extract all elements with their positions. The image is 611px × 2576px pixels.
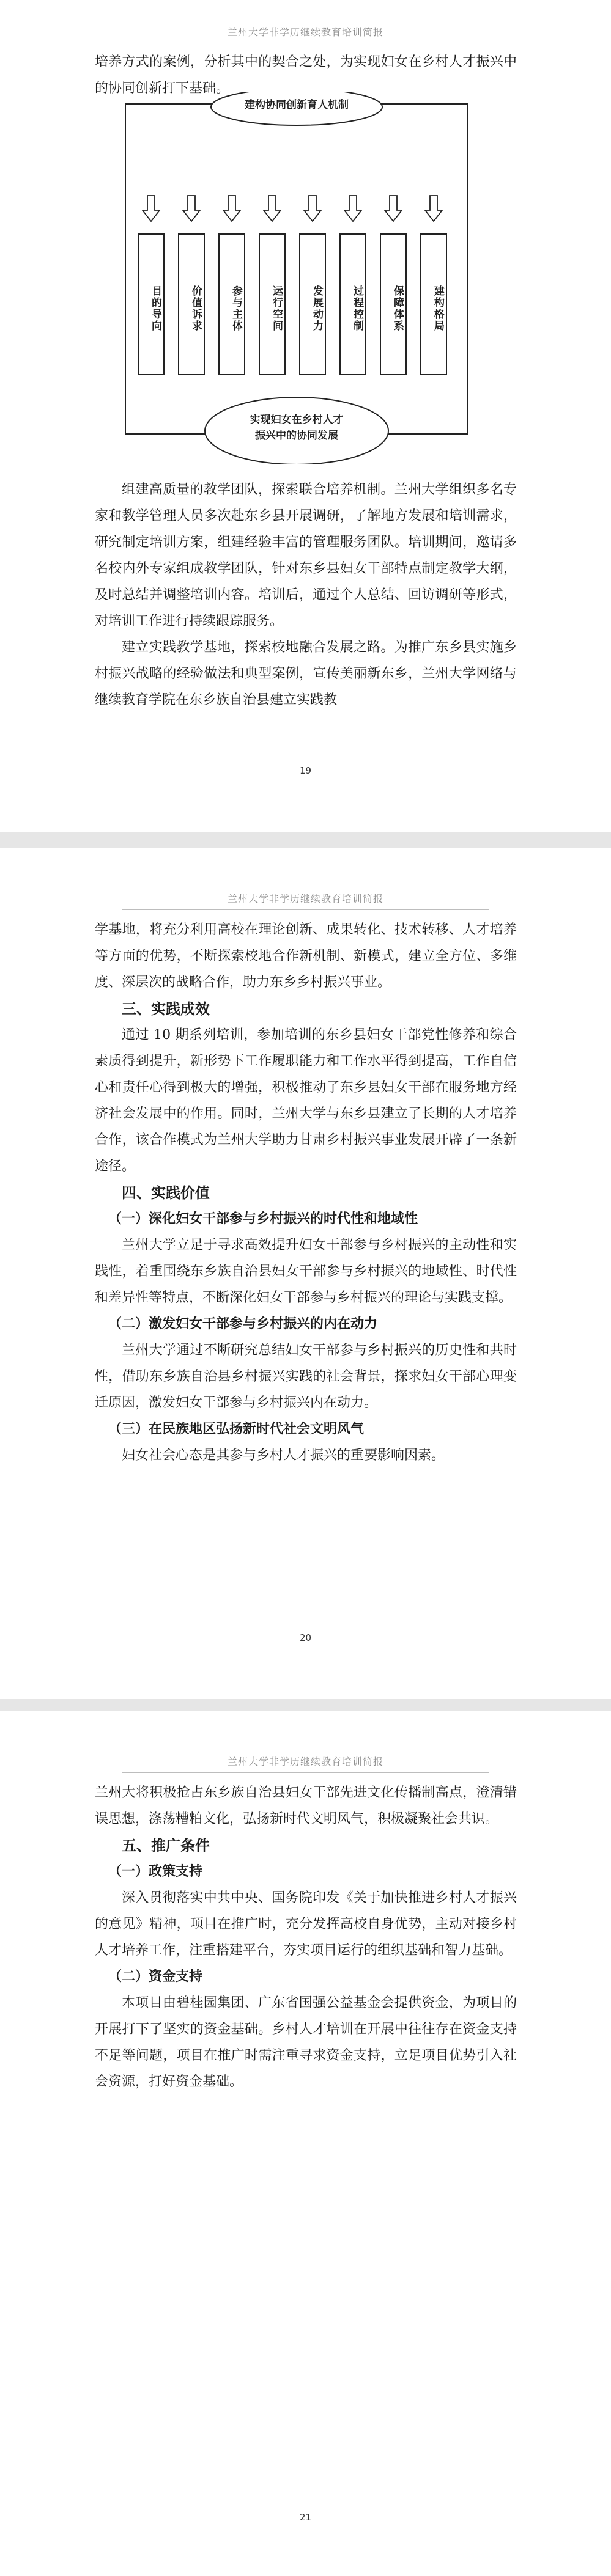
subsection-heading-2: （二）激发妇女干部参与乡村振兴的内在动力	[108, 1316, 378, 1332]
section-heading-value: 四、实践价值	[122, 1184, 210, 1202]
section-heading-promotion: 五、推广条件	[122, 1837, 210, 1854]
page-21-body	[95, 1780, 517, 2095]
paragraph-base: 建立实践教学基地，探索校地融合发展之路。为推广东乡县实施乡村振兴战略的经验做法和典型案例，宣传美丽新东乡，兰州大学网络与继续教育学院在东乡族自治县建立实践教	[95, 640, 517, 708]
diagram-box-2: 价值诉求	[178, 233, 205, 375]
diagram-arrow	[264, 196, 281, 221]
diagram-lines	[125, 92, 468, 464]
mechanism-diagram	[125, 92, 468, 464]
paragraph-team: 组建高质量的教学团队，探索联合培养机制。兰州大学组织多名专家和教学管理人员多次赴东乡县开展调研，了解地方发展和培训需求，研究制定培训方案，组建经验丰富的管理服务团队。培训期间，邀请多名校内外专家组成教学团队，针对东乡县妇女干部特点制定教学大纲，及时总结并调整培训内容。培训后，通过个人总结、回访调研等形式，对培训工作进行持续跟踪服务。	[95, 482, 517, 629]
paragraph-results: 通过 10 期系列培训，参加培训的东乡县妇女干部党性修养和综合素质得到提升，新形势下工作履职能力和工作水平得到提高，工作自信心和责任心得到极大的增强，积极推动了东乡县妇女干部在服务地方经济社会发展中的作用。同时，兰州大学与东乡县建立了长期的人才培养合作，该合作模式为兰州大学助力甘肃乡村振兴事业发展开辟了一条新途径。	[95, 1027, 517, 1174]
page-header: 兰州大学非学历继续教育培训简报	[227, 26, 383, 38]
page-number: 21	[299, 2512, 312, 2523]
subsection-heading-policy: （一）政策支持	[108, 1863, 203, 1879]
paragraph-value-2: 兰州大学通过不断研究总结妇女干部参与乡村振兴的历史性和共时性，借助东乡族自治县乡村振兴实践的社会背景，探求妇女干部心理变迁原因，激发妇女干部参与乡村振兴内在动力。	[95, 1343, 517, 1411]
page-header: 兰州大学非学历继续教育培训简报	[227, 1756, 383, 1767]
paragraph-continued: 兰州大将积极抢占东乡族自治县妇女干部先进文化传播制高点，澄清错误思想，涤荡糟粕文化，弘扬新时代文明风气，积极凝聚社会共识。	[95, 1785, 517, 1827]
document-page-20	[0, 848, 611, 1699]
intro-text: 培养方式的案例，分析其中的契合之处，为实现妇女在乡村人才振兴中的协同创新打下基础。	[95, 54, 517, 96]
diagram-box-8: 建构格局	[420, 233, 447, 375]
header-divider	[122, 1772, 489, 1773]
diagram-arrow	[183, 196, 200, 221]
diagram-arrow	[223, 196, 240, 221]
page-number: 20	[299, 1632, 312, 1643]
subsection-heading-1: （一）深化妇女干部参与乡村振兴的时代性和地域性	[108, 1211, 418, 1227]
paragraph-policy: 深入贯彻落实中共中央、国务院印发《关于加快推进乡村人才振兴的意见》精神，项目在推广时，充分发挥高校自身优势，主动对接乡村人才培养工作，注重搭建平台，夯实项目运行的组织基础和智力基础。	[95, 1890, 517, 1958]
diagram-top-label: 建构协同创新育人机制	[245, 99, 349, 111]
diagram-box-1: 目的导向	[138, 233, 165, 375]
diagram-box-4: 运行空间	[259, 233, 286, 375]
diagram-arrow	[344, 196, 361, 221]
diagram-box-3: 参与主体	[218, 233, 245, 375]
paragraph-funding: 本项目由碧桂园集团、广东省国强公益基金会提供资金，为项目的开展打下了坚实的资金基础。乡村人才培训在开展中往往存在资金支持不足等问题，项目在推广时需注重寻求资金支持，立足项目优势引入社会资源，打好资金基础。	[95, 1995, 517, 2090]
subsection-heading-funding: （二）资金支持	[108, 1969, 203, 1984]
subsection-heading-3: （三）在民族地区弘扬新时代社会文明风气	[108, 1421, 365, 1437]
page-header: 兰州大学非学历继续教育培训简报	[227, 893, 383, 905]
page-19-body	[95, 477, 517, 713]
header-divider	[122, 909, 489, 910]
page-number: 19	[299, 765, 312, 776]
section-heading-results: 三、实践成效	[122, 1000, 210, 1018]
document-page-21	[0, 1711, 611, 2576]
diagram-arrow	[385, 196, 402, 221]
diagram-arrow	[304, 196, 321, 221]
diagram-bottom-label-1: 实现妇女在乡村人才	[250, 414, 344, 426]
paragraph-value-1: 兰州大学立足于寻求高效提升妇女干部参与乡村振兴的主动性和实践性，着重围绕东乡族自治县妇女干部参与乡村振兴的地域性、时代性和差异性等特点，不断深化妇女干部参与乡村振兴的理论与实践支撑。	[95, 1238, 517, 1305]
page-20-body	[95, 917, 517, 1469]
diagram-box-6: 过程控制	[339, 233, 366, 375]
diagram-arrow	[425, 196, 442, 221]
diagram-arrow	[143, 196, 160, 221]
diagram-box-5: 发展动力	[299, 233, 326, 375]
document-page-19	[0, 0, 611, 832]
paragraph-value-3: 妇女社会心态是其参与乡村人才振兴的重要影响因素。	[122, 1448, 445, 1463]
diagram-bottom-label-2: 振兴中的协同发展	[255, 430, 338, 442]
paragraph-continued: 学基地，将充分利用高校在理论创新、成果转化、技术转移、人才培养等方面的优势，不断探索校地合作新机制、新模式，建立全方位、多维度、深层次的战略合作，助力东乡乡村振兴事业。	[95, 922, 517, 990]
diagram-box-7: 保障体系	[380, 233, 407, 375]
